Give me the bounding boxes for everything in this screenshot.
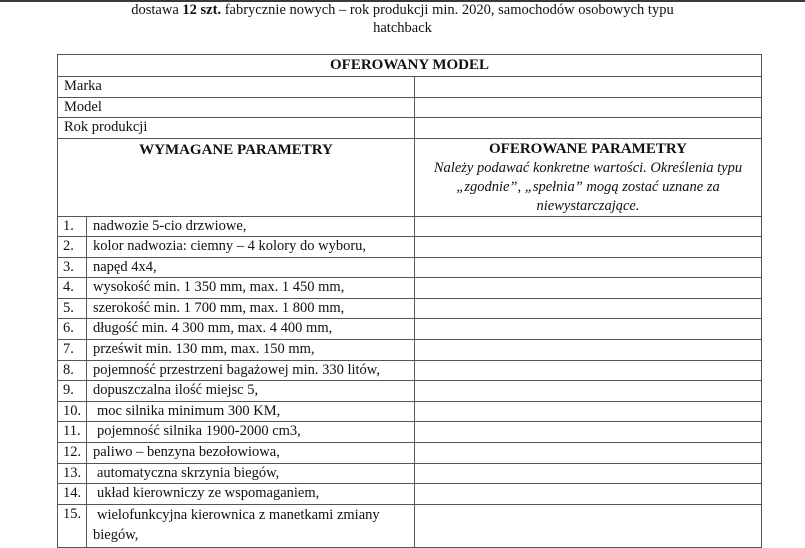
table-row <box>58 278 762 299</box>
table-row <box>58 463 762 484</box>
item-offered[interactable] <box>415 360 762 381</box>
info-row-production-year <box>58 118 762 139</box>
title-prefix: dostawa <box>131 2 183 18</box>
item-offered[interactable] <box>415 401 762 422</box>
offered-parameters-header <box>415 138 762 216</box>
item-offered[interactable] <box>415 422 762 443</box>
item-number: 10. <box>58 401 87 422</box>
offered-parameters-note: Należy podawać konkretne wartości. Określenia typu „zgodnie”, „spełnia” mogą zostać uznane za niewystarczające. <box>433 159 743 214</box>
table-row <box>58 443 762 464</box>
item-number: 11. <box>58 422 87 443</box>
item-required: paliwo – benzyna bezołowiowa, <box>87 443 415 464</box>
title-quantity: 12 szt. <box>182 2 222 18</box>
item-number: 4. <box>58 278 87 299</box>
table-row <box>58 360 762 381</box>
item-number: 9. <box>58 381 87 402</box>
item-number: 12. <box>58 443 87 464</box>
item-required: napęd 4x4, <box>87 257 415 278</box>
item-required-text: wielofunkcyjna kierownica z manetkami zmiany biegów, <box>93 506 380 543</box>
item-required: wysokość min. 1 350 mm, max. 1 450 mm, <box>87 278 415 299</box>
offered-parameters-title: OFEROWANE PARAMETRY <box>489 140 687 157</box>
item-required: automatyczna skrzynia biegów, <box>87 463 415 484</box>
item-number: 1. <box>58 216 87 237</box>
item-number: 3. <box>58 257 87 278</box>
table-row <box>58 381 762 402</box>
table-row <box>58 340 762 361</box>
item-offered[interactable] <box>415 298 762 319</box>
info-label-model: Model <box>58 97 415 118</box>
item-number: 6. <box>58 319 87 340</box>
item-offered[interactable] <box>415 340 762 361</box>
item-offered[interactable] <box>415 463 762 484</box>
item-required: pojemność przestrzeni bagażowej min. 330 litów, <box>87 360 415 381</box>
info-label-production-year: Rok produkcji <box>58 118 415 139</box>
title-suffix: fabrycznie nowych – rok produkcji min. 2020, samochodów osobowych typu <box>221 2 674 18</box>
item-offered[interactable] <box>415 237 762 258</box>
table-row <box>58 484 762 505</box>
item-required: kolor nadwozia: ciemny – 4 kolory do wyboru, <box>87 237 415 258</box>
item-offered[interactable] <box>415 443 762 464</box>
info-value-production-year[interactable] <box>415 118 762 139</box>
item-required: moc silnika minimum 300 KM, <box>87 401 415 422</box>
required-parameters-header: WYMAGANE PARAMETRY <box>58 138 415 216</box>
table-row <box>58 319 762 340</box>
table-row <box>58 237 762 258</box>
item-offered[interactable] <box>415 381 762 402</box>
item-number: 7. <box>58 340 87 361</box>
model-section-row <box>58 55 762 77</box>
parameters-header-row <box>58 138 762 216</box>
item-required: długość min. 4 300 mm, max. 4 400 mm, <box>87 319 415 340</box>
table-row <box>58 257 762 278</box>
item-offered[interactable] <box>415 319 762 340</box>
info-label-brand: Marka <box>58 77 415 98</box>
info-value-brand[interactable] <box>415 77 762 98</box>
item-number: 2. <box>58 237 87 258</box>
item-required: szerokość min. 1 700 mm, max. 1 800 mm, <box>87 298 415 319</box>
table-row <box>58 298 762 319</box>
item-offered[interactable] <box>415 484 762 505</box>
item-required: dopuszczalna ilość miejsc 5, <box>87 381 415 402</box>
table-row <box>58 216 762 237</box>
item-required: pojemność silnika 1900-2000 cm3, <box>87 422 415 443</box>
item-offered[interactable] <box>415 278 762 299</box>
item-offered[interactable] <box>415 216 762 237</box>
title-line-2: hatchback <box>373 20 432 36</box>
table-row <box>58 401 762 422</box>
item-required: układ kierowniczy ze wspomaganiem, <box>87 484 415 505</box>
item-required: prześwit min. 130 mm, max. 150 mm, <box>87 340 415 361</box>
item-number: 13. <box>58 463 87 484</box>
table-row <box>58 422 762 443</box>
specification-table <box>57 54 762 548</box>
info-row-brand <box>58 77 762 98</box>
item-required: nadwozie 5-cio drzwiowe, <box>87 216 415 237</box>
info-row-model <box>58 97 762 118</box>
info-value-model[interactable] <box>415 97 762 118</box>
item-number: 8. <box>58 360 87 381</box>
item-offered[interactable] <box>415 257 762 278</box>
item-number: 14. <box>58 484 87 505</box>
title-line-1 <box>0 1 805 19</box>
item-number: 15. <box>58 504 87 547</box>
model-section-title: OFEROWANY MODEL <box>58 55 762 77</box>
item-number: 5. <box>58 298 87 319</box>
